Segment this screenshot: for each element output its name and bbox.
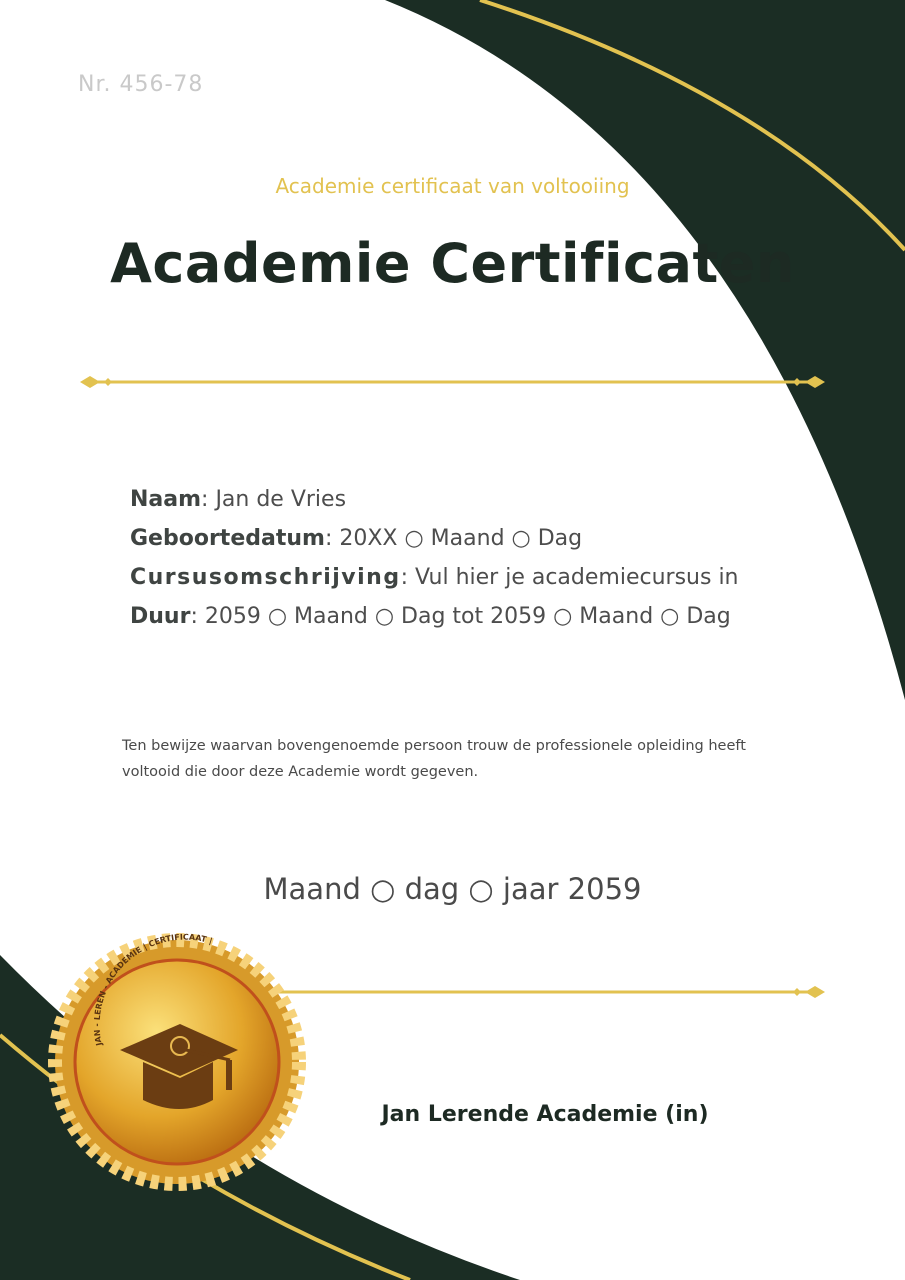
institution-name: Jan Lerende Academie (in) [381, 1102, 709, 1127]
seal-text: JAN - LEREN - ACADEMIE | CERTIFICAAT | [92, 932, 214, 1047]
signature-line [270, 986, 825, 998]
gold-seal [55, 933, 299, 1184]
certificate-subtitle: Academie certificaat van voltooiing [275, 174, 630, 198]
certificate-title: Academie Certificaten [110, 232, 795, 295]
certificate-number: Nr. 456-78 [78, 72, 204, 97]
field-birthdate: Geboortedatum: 20XX ○ Maand ○ Dag [130, 526, 583, 551]
statement-text: Ten bewijze waarvan bovengenoemde persoon trouw de professionele opleiding heeft voltooid die door deze Academie wordt gegeven. [122, 738, 746, 780]
field-course: Cursusomschrijving: Vul hier je academiecursus in [130, 565, 739, 590]
issue-date: Maand ○ dag ○ jaar 2059 [263, 872, 642, 906]
top-divider [80, 376, 825, 388]
field-duration: Duur: 2059 ○ Maand ○ Dag tot 2059 ○ Maand ○ Dag [130, 604, 731, 629]
recipient-fields [130, 480, 739, 636]
field-name: Naam: Jan de Vries [130, 487, 347, 512]
